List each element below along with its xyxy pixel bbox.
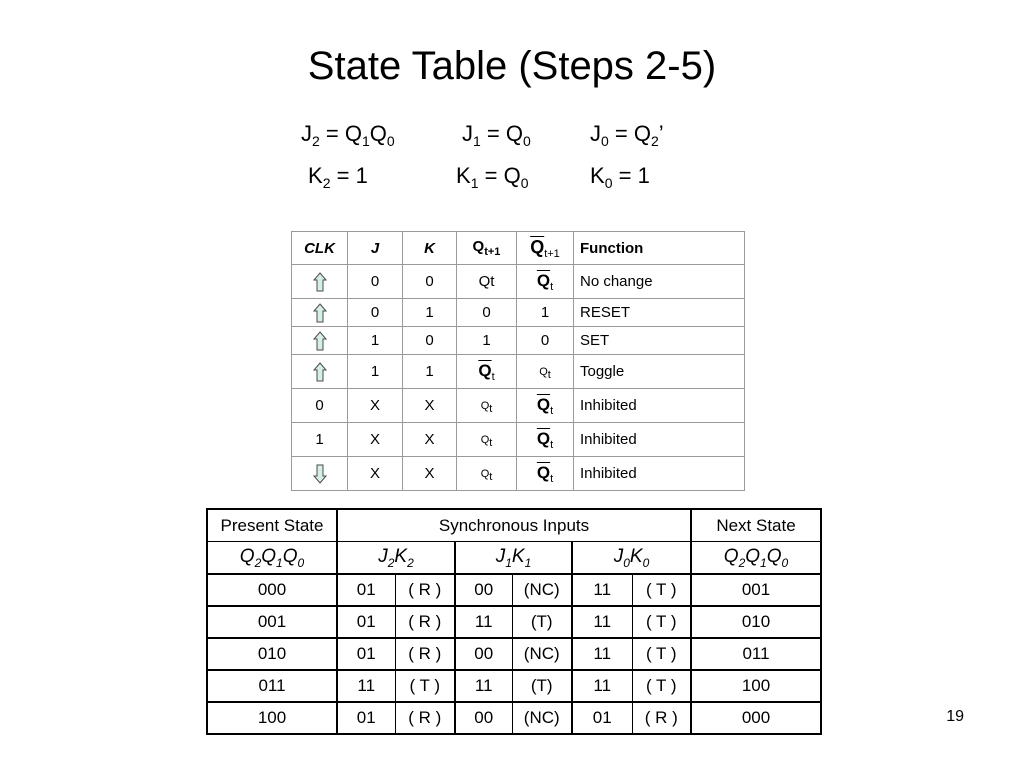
eq-equals: = — [319, 121, 345, 146]
qbar-next-cell — [517, 389, 574, 423]
jk1-action-cell: (T) — [512, 670, 572, 702]
q-next-cell — [457, 423, 517, 457]
eq-term: 1 — [355, 163, 368, 188]
clk-cell — [292, 457, 348, 491]
eq-term-sub: 0 — [520, 175, 529, 191]
var-letter: J — [495, 545, 506, 567]
jk0-value-cell: 11 — [572, 574, 632, 606]
clk-value: 1 — [315, 431, 324, 448]
slide-title: State Table (Steps 2-5) — [307, 44, 717, 88]
present-state-vars — [207, 542, 337, 575]
var-sub: 0 — [642, 555, 650, 570]
next-state-cell: 000 — [691, 702, 821, 734]
jk0-action-cell: ( T ) — [632, 670, 691, 702]
q-next-cell — [457, 355, 517, 389]
q-bar-sub: t — [550, 438, 554, 451]
jk-table-row — [292, 327, 745, 355]
j-cell: 0 — [348, 299, 403, 327]
equation — [456, 159, 528, 193]
q-bar-sub: t — [550, 280, 554, 293]
header-qbar-symbol: $\overline{Q}$ — [530, 236, 545, 257]
q-letter: Q — [480, 433, 490, 446]
k-cell: 0 — [403, 265, 457, 299]
eq-term: Q — [633, 121, 651, 146]
state-table-subheader-row — [207, 542, 821, 575]
eq-lhs: J — [301, 121, 312, 146]
q-next-cell — [457, 389, 517, 423]
header-q-next — [457, 232, 517, 265]
jk1-action-cell: (T) — [512, 606, 572, 638]
header-qbar-sub: t+1 — [544, 247, 560, 260]
present-state-cell: 001 — [207, 606, 337, 638]
equation — [301, 117, 395, 151]
q-bar-symbol: $\overline{Q}$ — [536, 270, 551, 290]
eq-lhs-sub: 1 — [470, 175, 479, 191]
qbar-next-cell — [517, 423, 574, 457]
eq-equals: = — [330, 163, 356, 188]
eq-term: Q — [344, 121, 362, 146]
qbar-next-cell — [517, 457, 574, 491]
eq-suffix: ’ — [658, 121, 664, 146]
eq-term-sub: 0 — [523, 133, 531, 149]
eq-lhs-sub: 1 — [473, 133, 481, 149]
q-bar-symbol: $\overline{Q}$ — [536, 394, 551, 414]
header-clk: CLK — [292, 232, 348, 265]
qbar-next-cell — [517, 299, 574, 327]
j-cell: 1 — [348, 355, 403, 389]
k-cell: X — [403, 389, 457, 423]
q-symbol — [480, 467, 493, 484]
function-cell: Toggle — [574, 355, 745, 389]
value: 1 — [482, 332, 491, 349]
eq-term: Q — [505, 121, 523, 146]
equation — [590, 117, 664, 151]
jk2-header — [337, 542, 455, 575]
jk2-action-cell: ( R ) — [395, 574, 455, 606]
clk-cell — [292, 389, 348, 423]
eq-term: Q — [369, 121, 387, 146]
function-cell: Inhibited — [574, 457, 745, 491]
clk-value: 0 — [315, 397, 324, 414]
jk2-value-cell: 11 — [337, 670, 395, 702]
var-letter: Q — [261, 545, 277, 567]
var-sub: 1 — [505, 555, 512, 570]
jk1-action-cell: (NC) — [512, 638, 572, 670]
jk-table-row — [292, 423, 745, 457]
function-cell: SET — [574, 327, 745, 355]
k-cell: X — [403, 457, 457, 491]
var-sub: 2 — [407, 555, 414, 570]
q-letter: Q — [480, 467, 490, 480]
var-letter: Q — [745, 545, 761, 567]
eq-lhs-sub: 0 — [604, 175, 613, 191]
var-sub: 0 — [623, 555, 630, 570]
eq-lhs: K — [308, 163, 323, 188]
jk0-action-cell: ( T ) — [632, 638, 691, 670]
header-j: J — [348, 232, 403, 265]
clk-cell — [292, 423, 348, 457]
header-function: Function — [574, 232, 745, 265]
equations-row-j — [0, 117, 1024, 151]
jk1-action-cell: (NC) — [512, 574, 572, 606]
eq-lhs-sub: 2 — [322, 175, 331, 191]
clock-falling-edge-icon — [313, 464, 327, 484]
jk1-action-cell: (NC) — [512, 702, 572, 734]
eq-equals: = — [478, 163, 504, 188]
jk-table-header — [292, 232, 745, 265]
synchronous-inputs-header: Synchronous Inputs — [337, 509, 691, 542]
var-letter: J — [378, 545, 388, 567]
jk1-value-cell: 00 — [455, 638, 512, 670]
jk0-header — [572, 542, 691, 575]
eq-term: 1 — [637, 163, 650, 188]
header-k: K — [403, 232, 457, 265]
k-cell: 1 — [403, 355, 457, 389]
jk-table-row — [292, 355, 745, 389]
jk2-action-cell: ( R ) — [395, 702, 455, 734]
present-state-cell: 000 — [207, 574, 337, 606]
q-sub: t — [489, 437, 493, 450]
next-state-cell: 001 — [691, 574, 821, 606]
jk-table-row — [292, 299, 745, 327]
jk0-value-cell: 01 — [572, 702, 632, 734]
var-sub: 0 — [781, 555, 789, 570]
var-sub: 1 — [276, 555, 283, 570]
var-letter: Q — [282, 545, 298, 567]
j-cell: X — [348, 457, 403, 491]
jk-table-row — [292, 457, 745, 491]
j-cell: X — [348, 423, 403, 457]
value: 0 — [482, 304, 491, 321]
jk2-value-cell: 01 — [337, 638, 395, 670]
clk-cell — [292, 265, 348, 299]
jk2-action-cell: ( T ) — [395, 670, 455, 702]
clock-rising-edge-icon — [313, 362, 327, 382]
jk0-value-cell: 11 — [572, 638, 632, 670]
q-letter: Q — [480, 399, 490, 412]
jk2-action-cell: ( R ) — [395, 606, 455, 638]
header-q-sub: t+1 — [484, 246, 501, 258]
jk2-value-cell: 01 — [337, 574, 395, 606]
eq-term: Q — [503, 163, 521, 188]
j-cell: 1 — [348, 327, 403, 355]
next-state-vars — [691, 542, 821, 575]
q-next-cell — [457, 327, 517, 355]
equation — [590, 159, 650, 193]
jk1-value-cell: 00 — [455, 702, 512, 734]
q-bar-symbol: $\overline{Q}$ — [478, 360, 492, 380]
eq-term-sub: 1 — [362, 133, 370, 149]
jk-table-row — [292, 389, 745, 423]
eq-lhs: J — [462, 121, 473, 146]
qbar-next-cell — [517, 327, 574, 355]
eq-equals: = — [612, 163, 638, 188]
q-sub: t — [547, 369, 551, 382]
function-cell: Inhibited — [574, 423, 745, 457]
q-sub: t — [489, 403, 493, 416]
var-sub: 1 — [524, 555, 532, 570]
var-letter: J — [613, 545, 624, 567]
next-state-header: Next State — [691, 509, 821, 542]
var-sub: 2 — [738, 555, 746, 570]
jk1-header — [455, 542, 572, 575]
function-cell: Inhibited — [574, 389, 745, 423]
header-q-symbol: Q — [472, 238, 485, 255]
var-sub: 2 — [254, 555, 262, 570]
state-table-row — [207, 574, 821, 606]
q-symbol — [539, 365, 551, 382]
jk2-value-cell: 01 — [337, 606, 395, 638]
clock-rising-edge-icon — [313, 331, 327, 351]
q-symbol — [480, 433, 493, 450]
header-qbar-next — [517, 232, 574, 265]
equation — [308, 159, 368, 193]
jk-table-row — [292, 265, 745, 299]
jk2-action-cell: ( R ) — [395, 638, 455, 670]
var-letter: K — [394, 545, 408, 567]
j-cell: X — [348, 389, 403, 423]
eq-lhs: J — [590, 121, 601, 146]
q-letter: Q — [539, 365, 548, 378]
state-table-row — [207, 638, 821, 670]
value: 0 — [540, 332, 550, 349]
q-sub: t — [489, 471, 493, 484]
eq-term-sub: 0 — [386, 133, 395, 149]
jk1-value-cell: 11 — [455, 670, 512, 702]
value: 1 — [540, 304, 550, 321]
present-state-cell: 011 — [207, 670, 337, 702]
var-letter: K — [629, 545, 643, 567]
eq-equals: = — [480, 121, 506, 146]
q-next-cell — [457, 299, 517, 327]
next-state-cell: 100 — [691, 670, 821, 702]
jk0-action-cell: ( T ) — [632, 574, 691, 606]
present-state-header: Present State — [207, 509, 337, 542]
state-table-row — [207, 702, 821, 734]
eq-lhs-sub: 0 — [601, 133, 609, 149]
eq-term-sub: 2 — [651, 133, 659, 149]
q-bar-symbol: $\overline{Q}$ — [536, 462, 551, 482]
var-letter: Q — [766, 545, 782, 567]
state-table — [206, 508, 822, 735]
k-cell: 0 — [403, 327, 457, 355]
eq-lhs: K — [456, 163, 471, 188]
next-state-cell: 011 — [691, 638, 821, 670]
clk-cell — [292, 299, 348, 327]
qbar-next-cell — [517, 265, 574, 299]
equations-row-k — [0, 159, 1024, 193]
eq-equals: = — [608, 121, 634, 146]
jk0-value-cell: 11 — [572, 670, 632, 702]
next-state-cell: 010 — [691, 606, 821, 638]
clock-rising-edge-icon — [313, 303, 327, 323]
k-cell: 1 — [403, 299, 457, 327]
page-number: 19 — [946, 708, 964, 725]
state-table-row — [207, 606, 821, 638]
state-table-header-row — [207, 509, 821, 542]
var-sub: 2 — [387, 555, 395, 570]
q-symbol — [480, 399, 493, 416]
function-cell: No change — [574, 265, 745, 299]
q-next-cell — [457, 265, 517, 299]
clk-cell — [292, 355, 348, 389]
jk0-action-cell: ( T ) — [632, 606, 691, 638]
state-table-row — [207, 670, 821, 702]
equation — [462, 117, 531, 151]
value: Qt — [478, 273, 495, 290]
clock-rising-edge-icon — [313, 272, 327, 292]
function-cell: RESET — [574, 299, 745, 327]
clk-cell — [292, 327, 348, 355]
k-cell: X — [403, 423, 457, 457]
var-sub: 1 — [760, 555, 767, 570]
jk0-action-cell: ( R ) — [632, 702, 691, 734]
var-letter: K — [511, 545, 525, 567]
eq-lhs-sub: 2 — [312, 133, 320, 149]
present-state-cell: 010 — [207, 638, 337, 670]
jk1-value-cell: 11 — [455, 606, 512, 638]
eq-lhs: K — [590, 163, 605, 188]
var-sub: 0 — [297, 555, 305, 570]
q-bar-sub: t — [491, 370, 495, 383]
j-cell: 0 — [348, 265, 403, 299]
qbar-next-cell — [517, 355, 574, 389]
q-bar-symbol: $\overline{Q}$ — [536, 428, 551, 448]
jk-truth-table — [291, 231, 745, 491]
jk2-value-cell: 01 — [337, 702, 395, 734]
q-next-cell — [457, 457, 517, 491]
jk1-value-cell: 00 — [455, 574, 512, 606]
var-letter: Q — [723, 545, 739, 567]
var-letter: Q — [239, 545, 255, 567]
present-state-cell: 100 — [207, 702, 337, 734]
q-bar-sub: t — [550, 472, 554, 485]
jk0-value-cell: 11 — [572, 606, 632, 638]
q-bar-sub: t — [550, 404, 554, 417]
